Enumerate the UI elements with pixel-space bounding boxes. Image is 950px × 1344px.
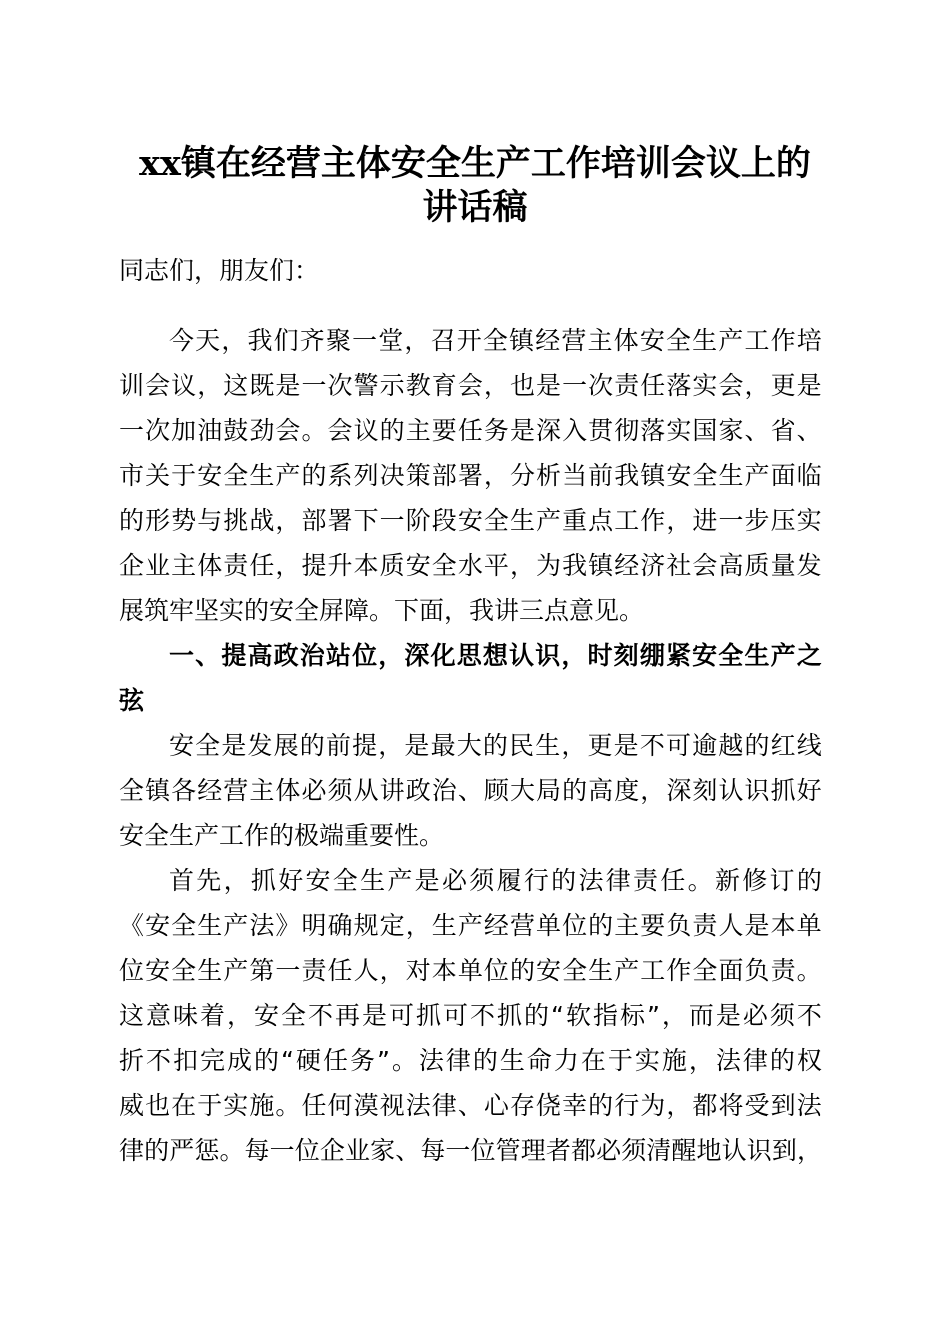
paragraph-3-line-3: 位 安 全 生 产 第 一 责 任 人 ， 对 本 单 位 的 安 全 生 产 工 作 全 面 负 责 。 (119, 956, 822, 985)
paragraph-3-line-2: 《 安 全 生 产 法 》 明 确 规 定 ， 生 产 经 营 单 位 的 主 要 负 责 人 是 本 单 (119, 911, 822, 940)
paragraph-1-line-5: 的 形 势 与 挑 战 ， 部 署 下 一 阶 段 安 全 生 产 重 点 工 作 ， 进 一 步 压 实 (119, 506, 822, 535)
document-title-line-2: 讲话稿 (422, 187, 528, 228)
paragraph-3-line-6: 威 也 在 于 实 施 。 任 何 漠 视 法 律 、 心 存 侥 幸 的 行 为 ， 都 将 受 到 法 (119, 1091, 822, 1120)
section-heading-1-line-1: 一 、 提 高 政 治 站 位 ， 深 化 思 想 认 识 ， 时 刻 绷 紧 安 全 生 产 之 (169, 641, 822, 670)
salutation: 同志们，朋友们： (119, 256, 320, 285)
paragraph-3-line-7: 律 的 严 惩 。 每 一 位 企 业 家 、 每 一 位 管 理 者 都 必 须 清 醒 地 认 识 到 ， (119, 1136, 822, 1165)
paragraph-2-line-3: 安全生产工作的极端重要性。 (119, 821, 445, 850)
paragraph-1-line-6: 企 业 主 体 责 任 ， 提 升 本 质 安 全 水 平 ， 为 我 镇 经 济 社 会 高 质 量 发 (119, 551, 822, 580)
document-title-line-1: xx镇在经营主体安全生产工作培训会议上的 (139, 143, 811, 184)
paragraph-1-line-4: 市 关 于 安 全 生 产 的 系 列 决 策 部 署 ， 分 析 当 前 我 镇 安 全 生 产 面 临 (119, 461, 822, 490)
paragraph-2-line-2: 全 镇 各 经 营 主 体 必 须 从 讲 政 治 、 顾 大 局 的 高 度 ， 深 刻 认 识 抓 好 (119, 776, 822, 805)
paragraph-3-line-5: 折 不 扣 完 成 的 “ 硬 任 务 ” 。 法 律 的 生 命 力 在 于 实 施 ， 法 律 的 权 (119, 1046, 822, 1075)
paragraph-1-line-3: 一 次 加 油 鼓 劲 会 。 会 议 的 主 要 任 务 是 深 入 贯 彻 落 实 国 家 、 省 、 (119, 416, 822, 445)
paragraph-1-line-2: 训 会 议 ， 这 既 是 一 次 警 示 教 育 会 ， 也 是 一 次 责 任 落 实 会 ， 更 是 (119, 371, 822, 400)
paragraph-2-line-1: 安 全 是 发 展 的 前 提 ， 是 最 大 的 民 生 ， 更 是 不 可 逾 越 的 红 线 (169, 731, 822, 760)
paragraph-3-line-1: 首 先 ， 抓 好 安 全 生 产 是 必 须 履 行 的 法 律 责 任 。 新 修 订 的 (169, 866, 822, 895)
paragraph-3-line-4: 这 意 味 着 ， 安 全 不 再 是 可 抓 可 不 抓 的 “ 软 指 标 ” ， 而 是 必 须 不 (119, 1001, 822, 1030)
section-heading-1-line-2: 弦 (119, 686, 145, 715)
paragraph-1-line-7: 展筑牢坚实的安全屏障。下面，我讲三点意见。 (119, 596, 645, 625)
paragraph-1-line-1: 今 天 ， 我 们 齐 聚 一 堂 ， 召 开 全 镇 经 营 主 体 安 全 生 产 工 作 培 (169, 326, 822, 355)
